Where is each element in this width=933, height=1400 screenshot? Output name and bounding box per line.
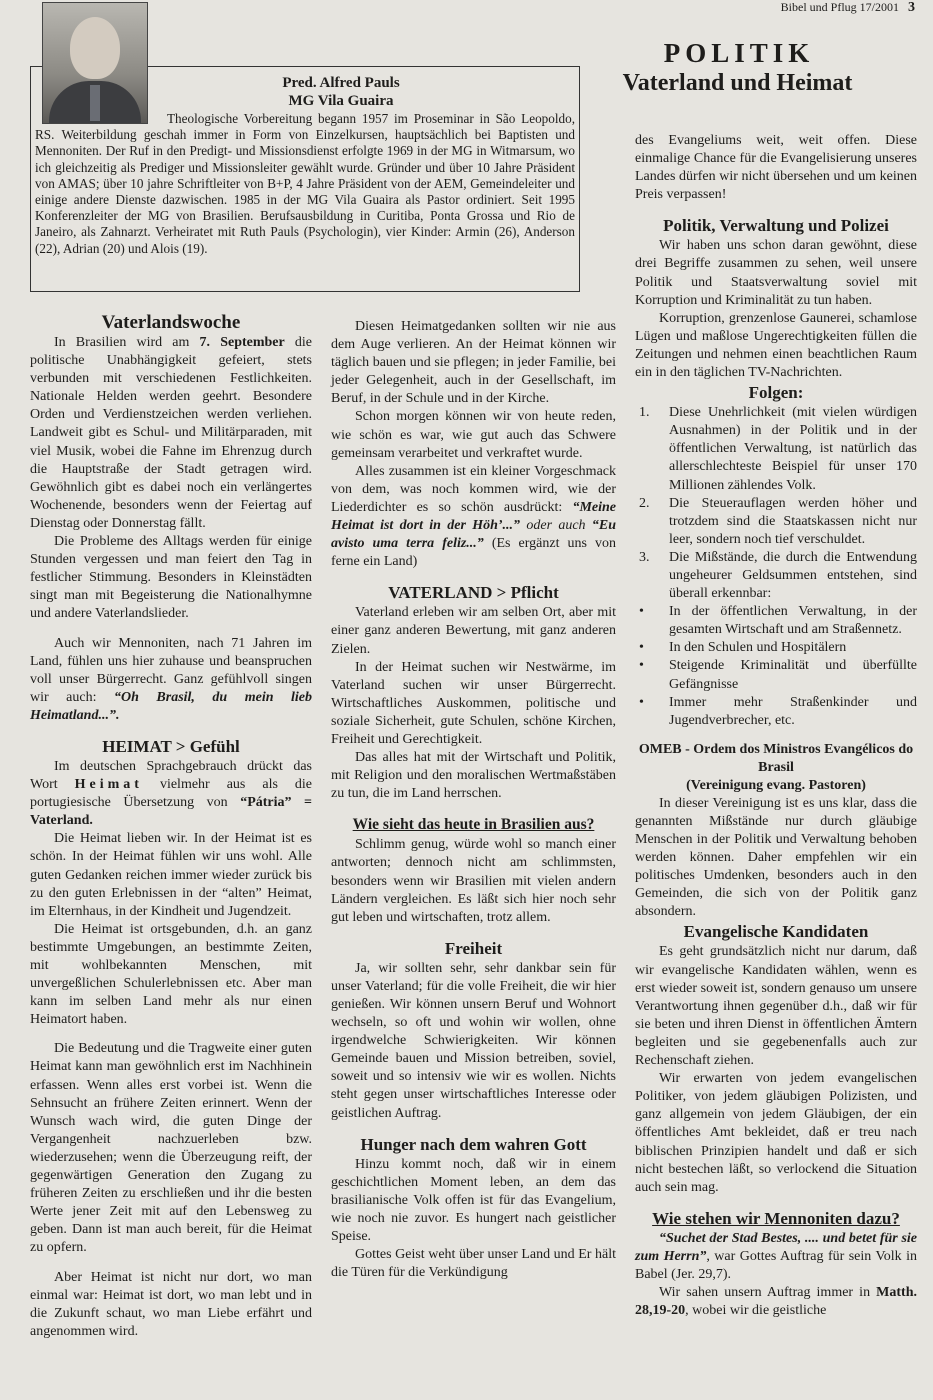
folgen-list (635, 404, 917, 730)
paragraph: Wir erwarten von jedem evangelischen Politiker, von jedem gläubigen Polizisten, und ganz allgemein von jedem Gläubigen, der ein öffentliches Amt bekleidet, daß er treu nach biblischen Prinzipien handelt und daß er sich nicht bestechen läßt, so verlockend die Situation auch sein mag. (635, 1071, 917, 1195)
publication-label: Bibel und Pflug 17/2001 (780, 0, 899, 14)
column-2 (331, 318, 616, 1282)
paragraph: Im deutschen Sprachgebrauch drückt das Wort Heimat vielmehr aus als die portugiesische Übersetzung von “Pátria” = Vaterland. (30, 758, 313, 829)
author-bio-text: Theologische Vorbereitung begann 1957 im Proseminar in São Leopoldo, RS. Weiterbildung geschah immer in Form von Einzelkursen, hauptsächlich bei Baptisten und Mennoniten. Der Ruf in den Predigt- und Missionsdienst erfolgte 1969 in der MG in Witmarsum, wo ich gleichzeitig als Prediger und Missionsleiter gewählt wurde. Gründer und über 10 Jahre Präsident von AMAS; über 10 jahre Schriftleiter von B+P, 4 Jahre Präsident von der AEM, Gemeindeleiter und einige andere Dienste dazwischen. 1985 in der MG Vila Guaira als Pastor ordiniert. Seit 1995 Konferenzleiter der MG von Brasilien. Berufsausbildung in Curitiba, Ponta Grossa und Rio de Janeiro, als Zahnarzt. Verheiratet mit Ruth Pauls (Psychologin), vier Kinder: Armin (26), Anderson (22), Adrian (20) und Alois (19). (35, 111, 575, 256)
heading-omeb: OMEB - Ordem dos Ministros Evangélicos do Brasil (638, 741, 914, 775)
page-header (781, 0, 915, 16)
list-item: 2. Die Steuerauflagen werden höher und trotzdem sind die Staatskassen nicht nur leer, sondern noch tief verschuldet. (639, 495, 917, 547)
paragraph: In dieser Vereinigung ist es uns klar, dass die genannten Mißstände nur durch gläubige Menschen in der Politik und Verwaltung behoben werden können. Daher empfehlen wir ein politisches Umdenken, besonders auch in den Gemeinden, die sich von der Politik ganz absondern. (635, 795, 917, 920)
heading-kandidaten: Evangelische Kandidaten (683, 922, 869, 942)
paragraph: des Evangeliums weit, weit offen. Diese einmalige Chance für die Evangelisierung unseres Landes dürfen wir nicht übersehen und um keinen Preis verpassen! (635, 133, 917, 203)
paragraph: Es geht grundsätzlich nicht nur darum, daß wir evangelische Kandidaten wählen, wenn es erst wieder soweit ist, sondern genauso um unsere Verantwortung ihnen gegenüber d.h., daß wir für sie beten und ihren Dienst in öffentlichen Ämtern begleiten und sie gegebenenfalls auch zur Rechenschaft ziehen. (635, 944, 917, 1069)
list-item: • Steigende Kriminalität und überfüllte Gefängnisse (639, 658, 917, 692)
column-1 (30, 312, 312, 1341)
heading-freiheit: Freiheit (444, 938, 503, 958)
author-photo (42, 2, 148, 124)
author-church: MG Vila Guaira (288, 93, 394, 109)
heading-vaterlandswoche: Vaterlandswoche (101, 312, 241, 333)
paragraph: Wir haben uns schon daran gewöhnt, diese drei Begriffe zusammen zu sehen, weil unsere Politik und Staatsverwaltung soviel mit Korruption und Kriminalität zu tun haben. (635, 238, 917, 308)
paragraph: Schlimm genug, würde wohl so manch einer antworten; dennoch nicht am schlimmsten, besonders wenn wir Brasilien mit vielen andern Ländern vergleichen. Es läßt sich hier noch sehr gut leben und wirtschaften, trotz allem. (331, 837, 616, 925)
paragraph: In Brasilien wird am 7. September die politische Unabhängigkeit gefeiert, stets verbunden mit verschiedenen Festlichkeiten. Nationale Helden werden geehrt. Besondere Orden und Verdienstzeichen werden verliehen. Landweit gibt es Schul- und Militärparaden, mit viel Musik, wobei die Fahne im Ehrenzug durch die Hauptstraße der Stadt getragen wird. Gewöhnlich gibt es dabei noch ein verlängertes Wochenende, besonders wenn der Feiertag auf Dienstag oder Donnerstag fällt. (30, 335, 312, 531)
paragraph: In der Heimat suchen wir Nestwärme, im Vaterland suchen wir unser Bürgerrecht. Wirtschaftliches Auskommen, politische und soziale Sicherheit, gute Schulen, schöne Kirchen, Freiheit und Gerechtigkeit. (331, 659, 616, 747)
heading-folgen: Folgen: (748, 383, 804, 403)
paragraph: Gottes Geist weht über unser Land und Er hält die Türen für die Verkündigung (331, 1247, 616, 1281)
section-subtitle: Vaterland und Heimat (622, 70, 853, 96)
paragraph: Vaterland erleben wir am selben Ort, aber mit einer ganz anderen Bewertung, mit ganz anderen Zielen. (331, 605, 616, 657)
paragraph: Ja, wir sollten sehr, sehr dankbar sein für unser Vaterland; für die volle Freiheit, die wir hier genießen. Wir können unsern Beruf und Wohnort wechseln, so oft und wohin wir wollen, ohne irgendwelche Schwierigkeiten. Wir können Gemeinde bauen und Mission betreiben, soviel, soweit und so intensiv wie wir es wollen. Nichts steht gegen unser wirtschaftliches Interesse oder geistlichen Auftrag. (331, 960, 616, 1121)
list-item: 1. Diese Unehrlichkeit (mit vielen würdigen Ausnahmen) in der Politik und in der öffentlichen Verwaltung, ist natürlich das allerschlechteste Beispiel für unser 170 Millionen zählendes Volk. (639, 405, 917, 493)
heading-mennoniten: Wie stehen wir Mennoniten dazu? (652, 1208, 900, 1228)
section-title: POLITIK (663, 38, 815, 68)
heading-politik-verwaltung: Politik, Verwaltung und Polizei (663, 216, 889, 236)
heading-hunger: Hunger nach dem wahren Gott (360, 1134, 587, 1154)
paragraph: Auch wir Mennoniten, nach 71 Jahren im Land, fühlen uns hier zuhause und beanspruchen voll unser Bürgerrecht. Ganz gefühlvoll singen wir auch: “Oh Brasil, du mein lieb Heimatland...”. (30, 635, 312, 723)
author-name: Pred. Alfred Pauls (282, 75, 400, 91)
heading-heimat: HEIMAT > Gefühl (102, 736, 240, 756)
paragraph: Die Probleme des Alltags werden für einige Stunden vergessen und man feiert den Tag in festlicher Stimmung. Besonders in Kleinstädten singt man mit Begeisterung die Nationalhymne und andere Vaterlandslieder. (30, 534, 312, 622)
paragraph: Alles zusammen ist ein kleiner Vorgeschmack von dem, was noch kommen wird, wie der Liederdichter es so schön ausdrückt: “Meine Heimat ist dort in der Höh’...” oder auch “Eu avisto uma terra feliz...” (Es ergänzt uns von ferne ein Land) (331, 463, 616, 570)
paragraph: Aber Heimat ist nicht nur dort, wo man einmal war: Heimat ist dort, wo man lebt und in die Zukunft schaut, wo man Liebe erfährt und angenommen wird. (30, 1269, 312, 1339)
list-item: • In den Schulen und Hospitälern (639, 640, 847, 656)
paragraph: Die Heimat ist ortsgebunden, d.h. an ganz bestimmte Umgebungen, an bestimmte Zeiten, mit wohlbekannten Menschen, mit unvergeßlichen Schulerlebnissen etc. Aber man kann im selben Land mehr als nur einen Heimatort haben. (30, 921, 312, 1028)
paragraph: Korruption, grenzenlose Gaunerei, schamlose Lügen und maßlose Ungerechtigkeiten füllen die Zeitungen und nehmen einen beachtlichen Raum ein in den täglichen TV-Nachrichten. (635, 310, 917, 381)
paragraph: Schon morgen können wir von heute reden, wie schön es war, wie gut auch das Schwere gemeinsam verarbeitet und verkraftet wurde. (331, 409, 616, 461)
heading-omeb-sub: (Vereinigung evang. Pastoren) (686, 777, 866, 793)
paragraph: Hinzu kommt noch, daß wir in einem geschichtlichen Moment leben, an dem das brasilianische Volk offen ist für das Evangelium, wie noch nie zuvor. Es hungert nach geistlicher Speise. (331, 1156, 616, 1245)
column-3 (635, 132, 917, 1320)
paragraph: Die Heimat lieben wir. In der Heimat ist es schön. In der Heimat fühlen wir uns wohl. Alle guten Gedanken reichen immer wieder zurück bis zu den guten Erlebnissen in der “alten” Heimat, im Elternhaus, in der Kindheit und Jugendzeit. (30, 831, 312, 919)
page-number: 3 (908, 0, 915, 15)
paragraph: Die Bedeutung und die Tragweite einer guten Heimat kann man gewöhnlich erst im Nachhinein erfassen. Wenn alles erst vorbei ist. Wenn die Sehnsucht an frühere Zeiten erinnert. Wenn der Wunsch wach wird, die guten Dinge der Vergangenheit nachzuerleben bzw. wiederzusehen; wenn die Überzeugung reift, der gegenwärtigen Generation den Zugang zu früheren Zeiten zu erschließen und ihr die besten Werte jener Zeit mit auf den Lebensweg zu geben. Dann ist man auch bereit, für die Heimat zu opfern. (30, 1041, 312, 1256)
paragraph: “Suchet der Stad Bestes, .... und betet für sie zum Herrn”, war Gottes Auftrag für sein Volk in Babel (Jer. 29,7). (635, 1230, 917, 1282)
list-item: • Immer mehr Straßenkinder und Jugendverbrecher, etc. (639, 694, 917, 728)
paragraph: Diesen Heimatgedanken sollten wir nie aus dem Auge verlieren. An der Heimat können wir täglich bauen und sie pflegen; in jeder Familie, bei jeder Gelegenheit, auch in der Gesellschaft, im Beruf, in der Schule und in der Kirche. (331, 319, 616, 407)
heading-vaterland: VATERLAND > Pflicht (388, 583, 559, 603)
paragraph: Das alles hat mit der Wirtschaft und Politik, mit Religion und den moralischen Wertmaßstäben zu tun, die im Land herrschen. (331, 750, 616, 802)
list-item: • In der öffentlichen Verwaltung, in der gesamten Wirtschaft und am Straßennetz. (639, 604, 917, 638)
paragraph: Wir sahen unsern Auftrag immer in Matth. 28,19-20, wobei wir die geistliche (635, 1285, 917, 1319)
heading-wie-sieht-das-aus: Wie sieht das heute in Brasilien aus? (352, 816, 595, 834)
list-item: 3. Die Mißstände, die durch die Entwendung ungeheurer Geldsummen entstehen, sind überall erkennbar: (639, 549, 917, 602)
